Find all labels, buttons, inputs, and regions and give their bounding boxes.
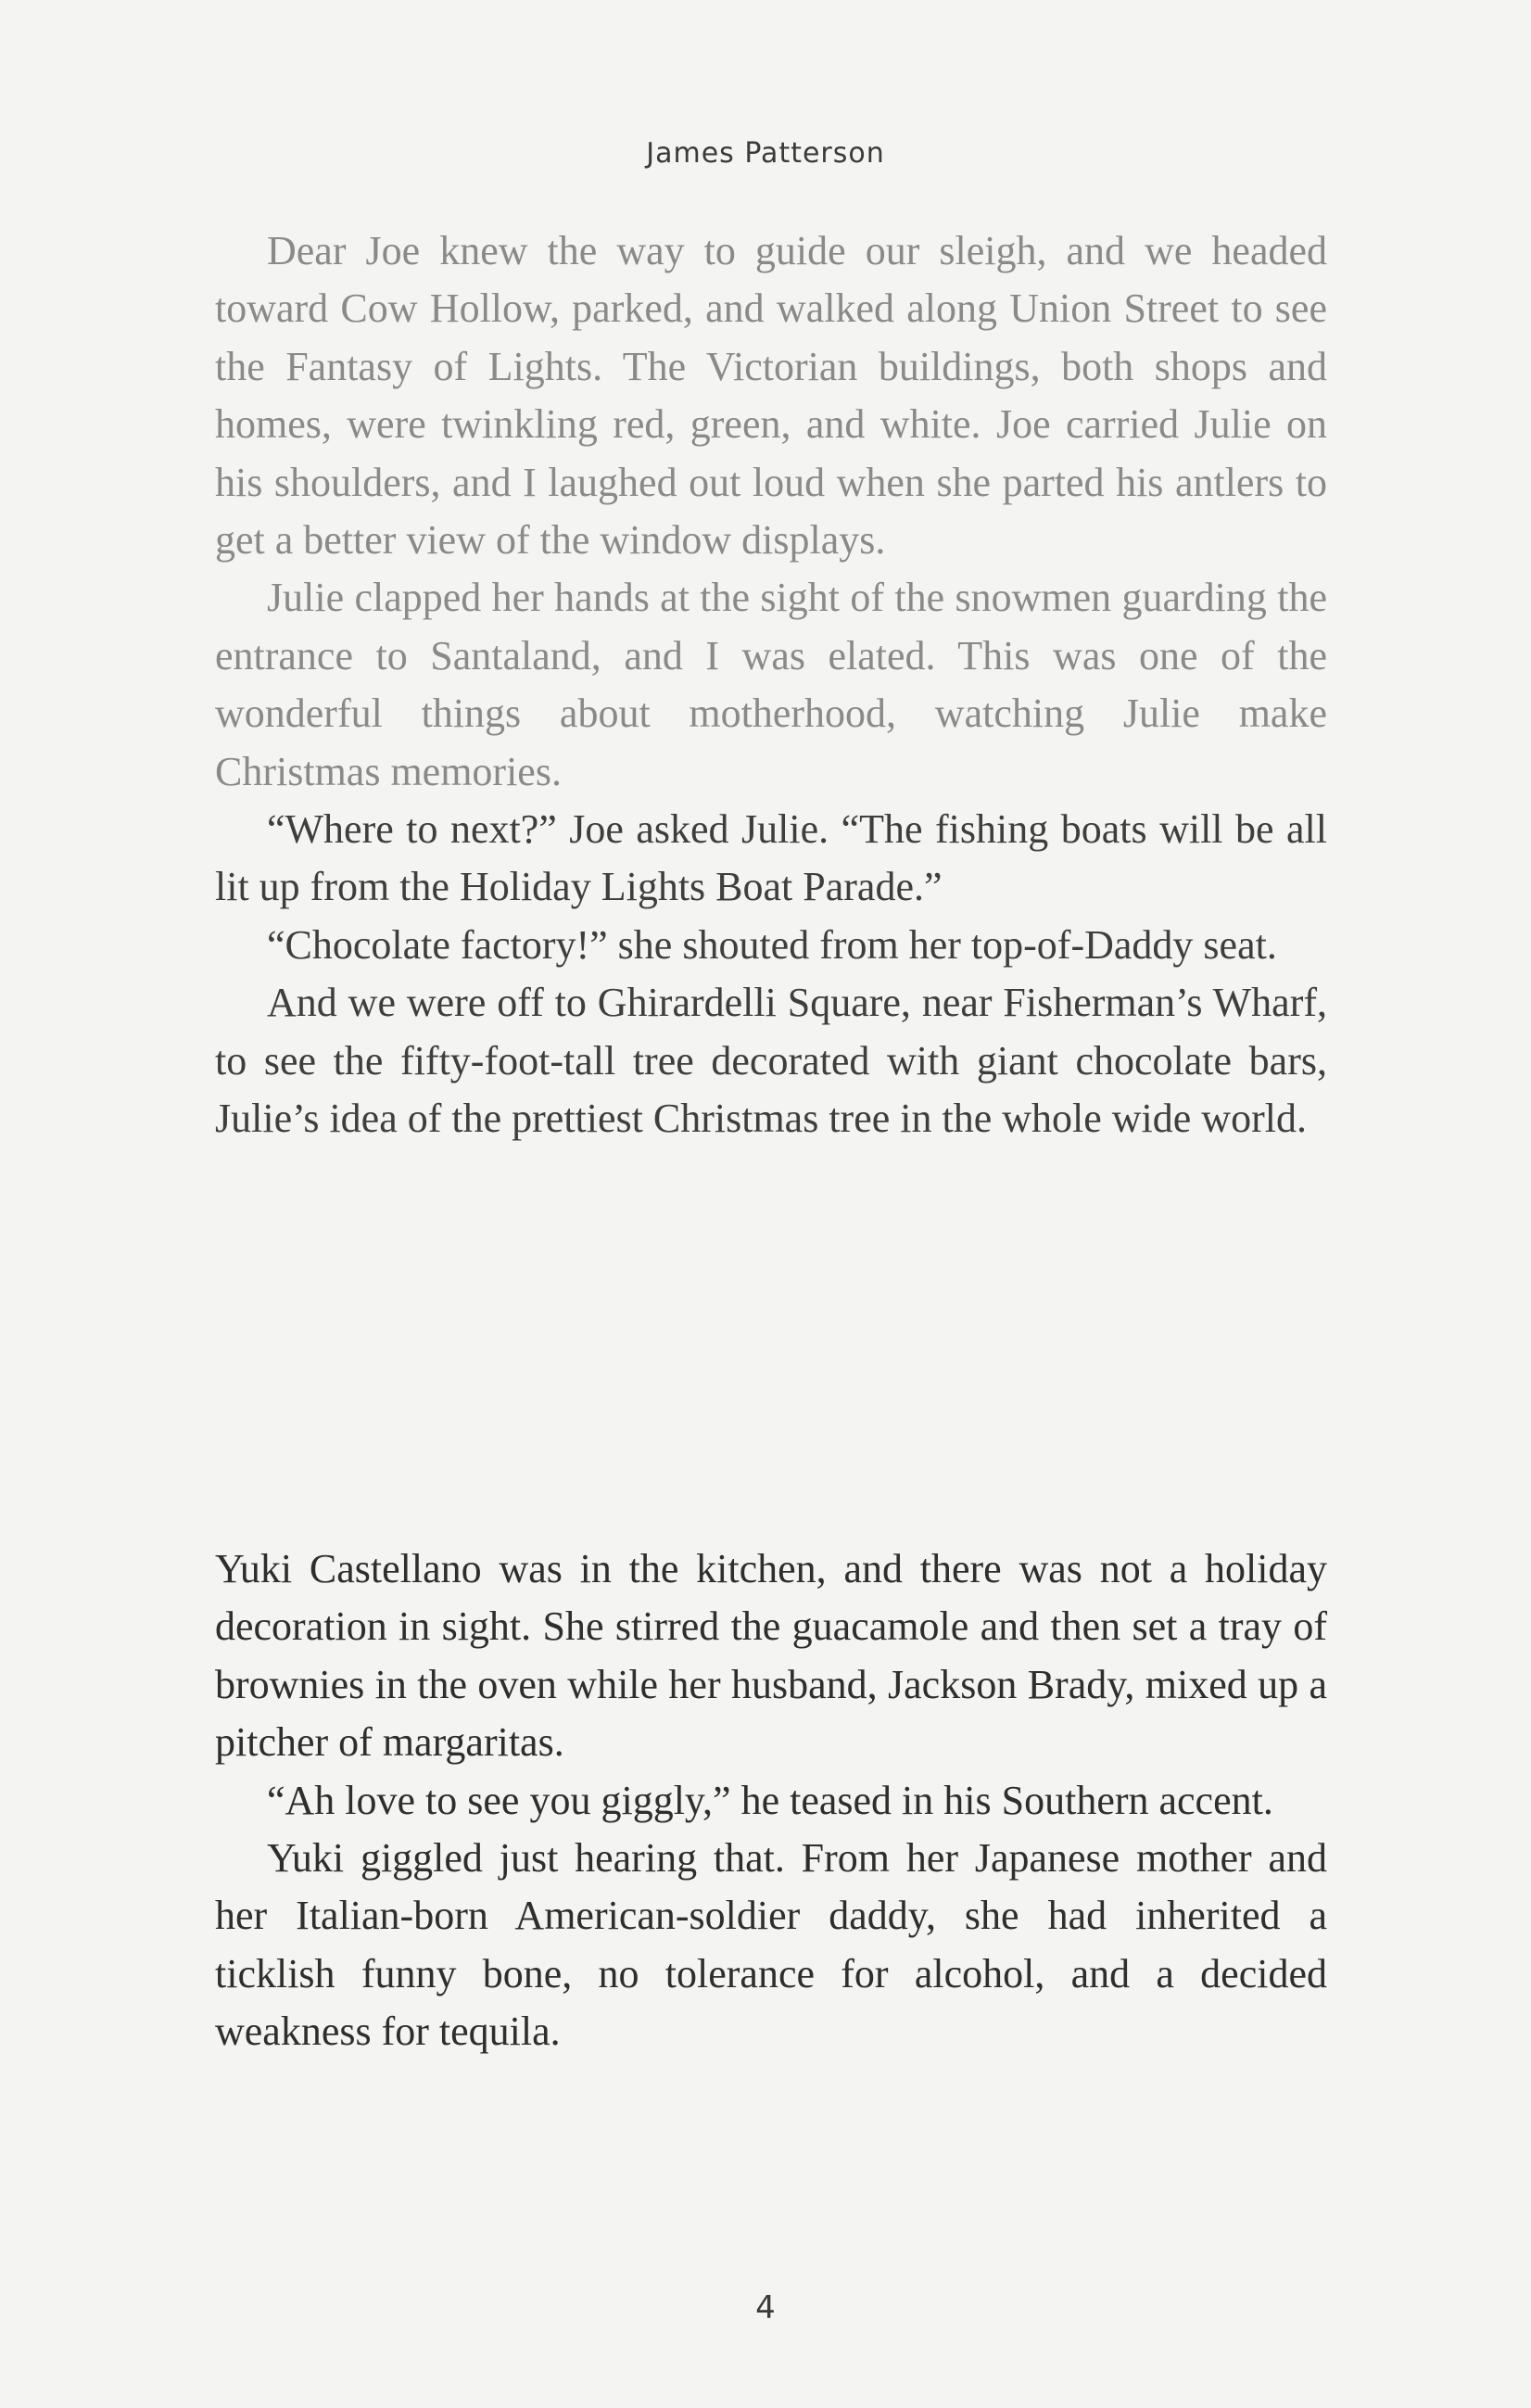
page-number: 4 [755, 2289, 776, 2326]
paragraph: Julie clapped her hands at the sight of the snowmen guarding the entrance to Santaland, and I was elated. This was one of the wonderful things about motherhood, watching Julie make Christmas memories. [215, 575, 1327, 794]
text-section-two [215, 1540, 1327, 2061]
paragraph: “Ah love to see you giggly,” he teased in his Southern accent. [267, 1777, 1273, 1823]
text-section-one [215, 222, 1327, 1148]
paragraph: Yuki giggled just hearing that. From her Japanese mother and her Italian-born American-soldier daddy, she had inherited a ticklish funny bone, no tolerance for alcohol, and a decided weakness for tequila. [215, 1835, 1327, 2055]
paragraph: Dear Joe knew the way to guide our sleigh, and we headed toward Cow Hollow, parked, and walked along Union Street to see the Fantasy of Lights. The Victorian buildings, both shops and homes, were twinkling red, green, and white. Joe carried Julie on his shoulders, and I laughed out loud when she parted his antlers to get a better view of the window displays. [215, 228, 1327, 564]
paragraph: Yuki Castellano was in the kitchen, and there was not a holiday decoration in sight. She stirred the guacamole and then set a tray of brownies in the oven while her husband, Jackson Brady, mixed up a pitcher of margaritas. [215, 1546, 1327, 1766]
running-head-author: James Patterson [646, 137, 885, 170]
paragraph: “Where to next?” Joe asked Julie. “The fishing boats will be all lit up from the Holiday Lights Boat Parade.” [215, 806, 1327, 910]
paragraph: “Chocolate factory!” she shouted from her top-of-Daddy seat. [267, 921, 1277, 968]
paragraph: And we were off to Ghirardelli Square, near Fisherman’s Wharf, to see the fifty-foot-tall tree decorated with giant chocolate bars, Julie’s idea of the prettiest Christmas tree in the whole wide world. [215, 980, 1327, 1142]
